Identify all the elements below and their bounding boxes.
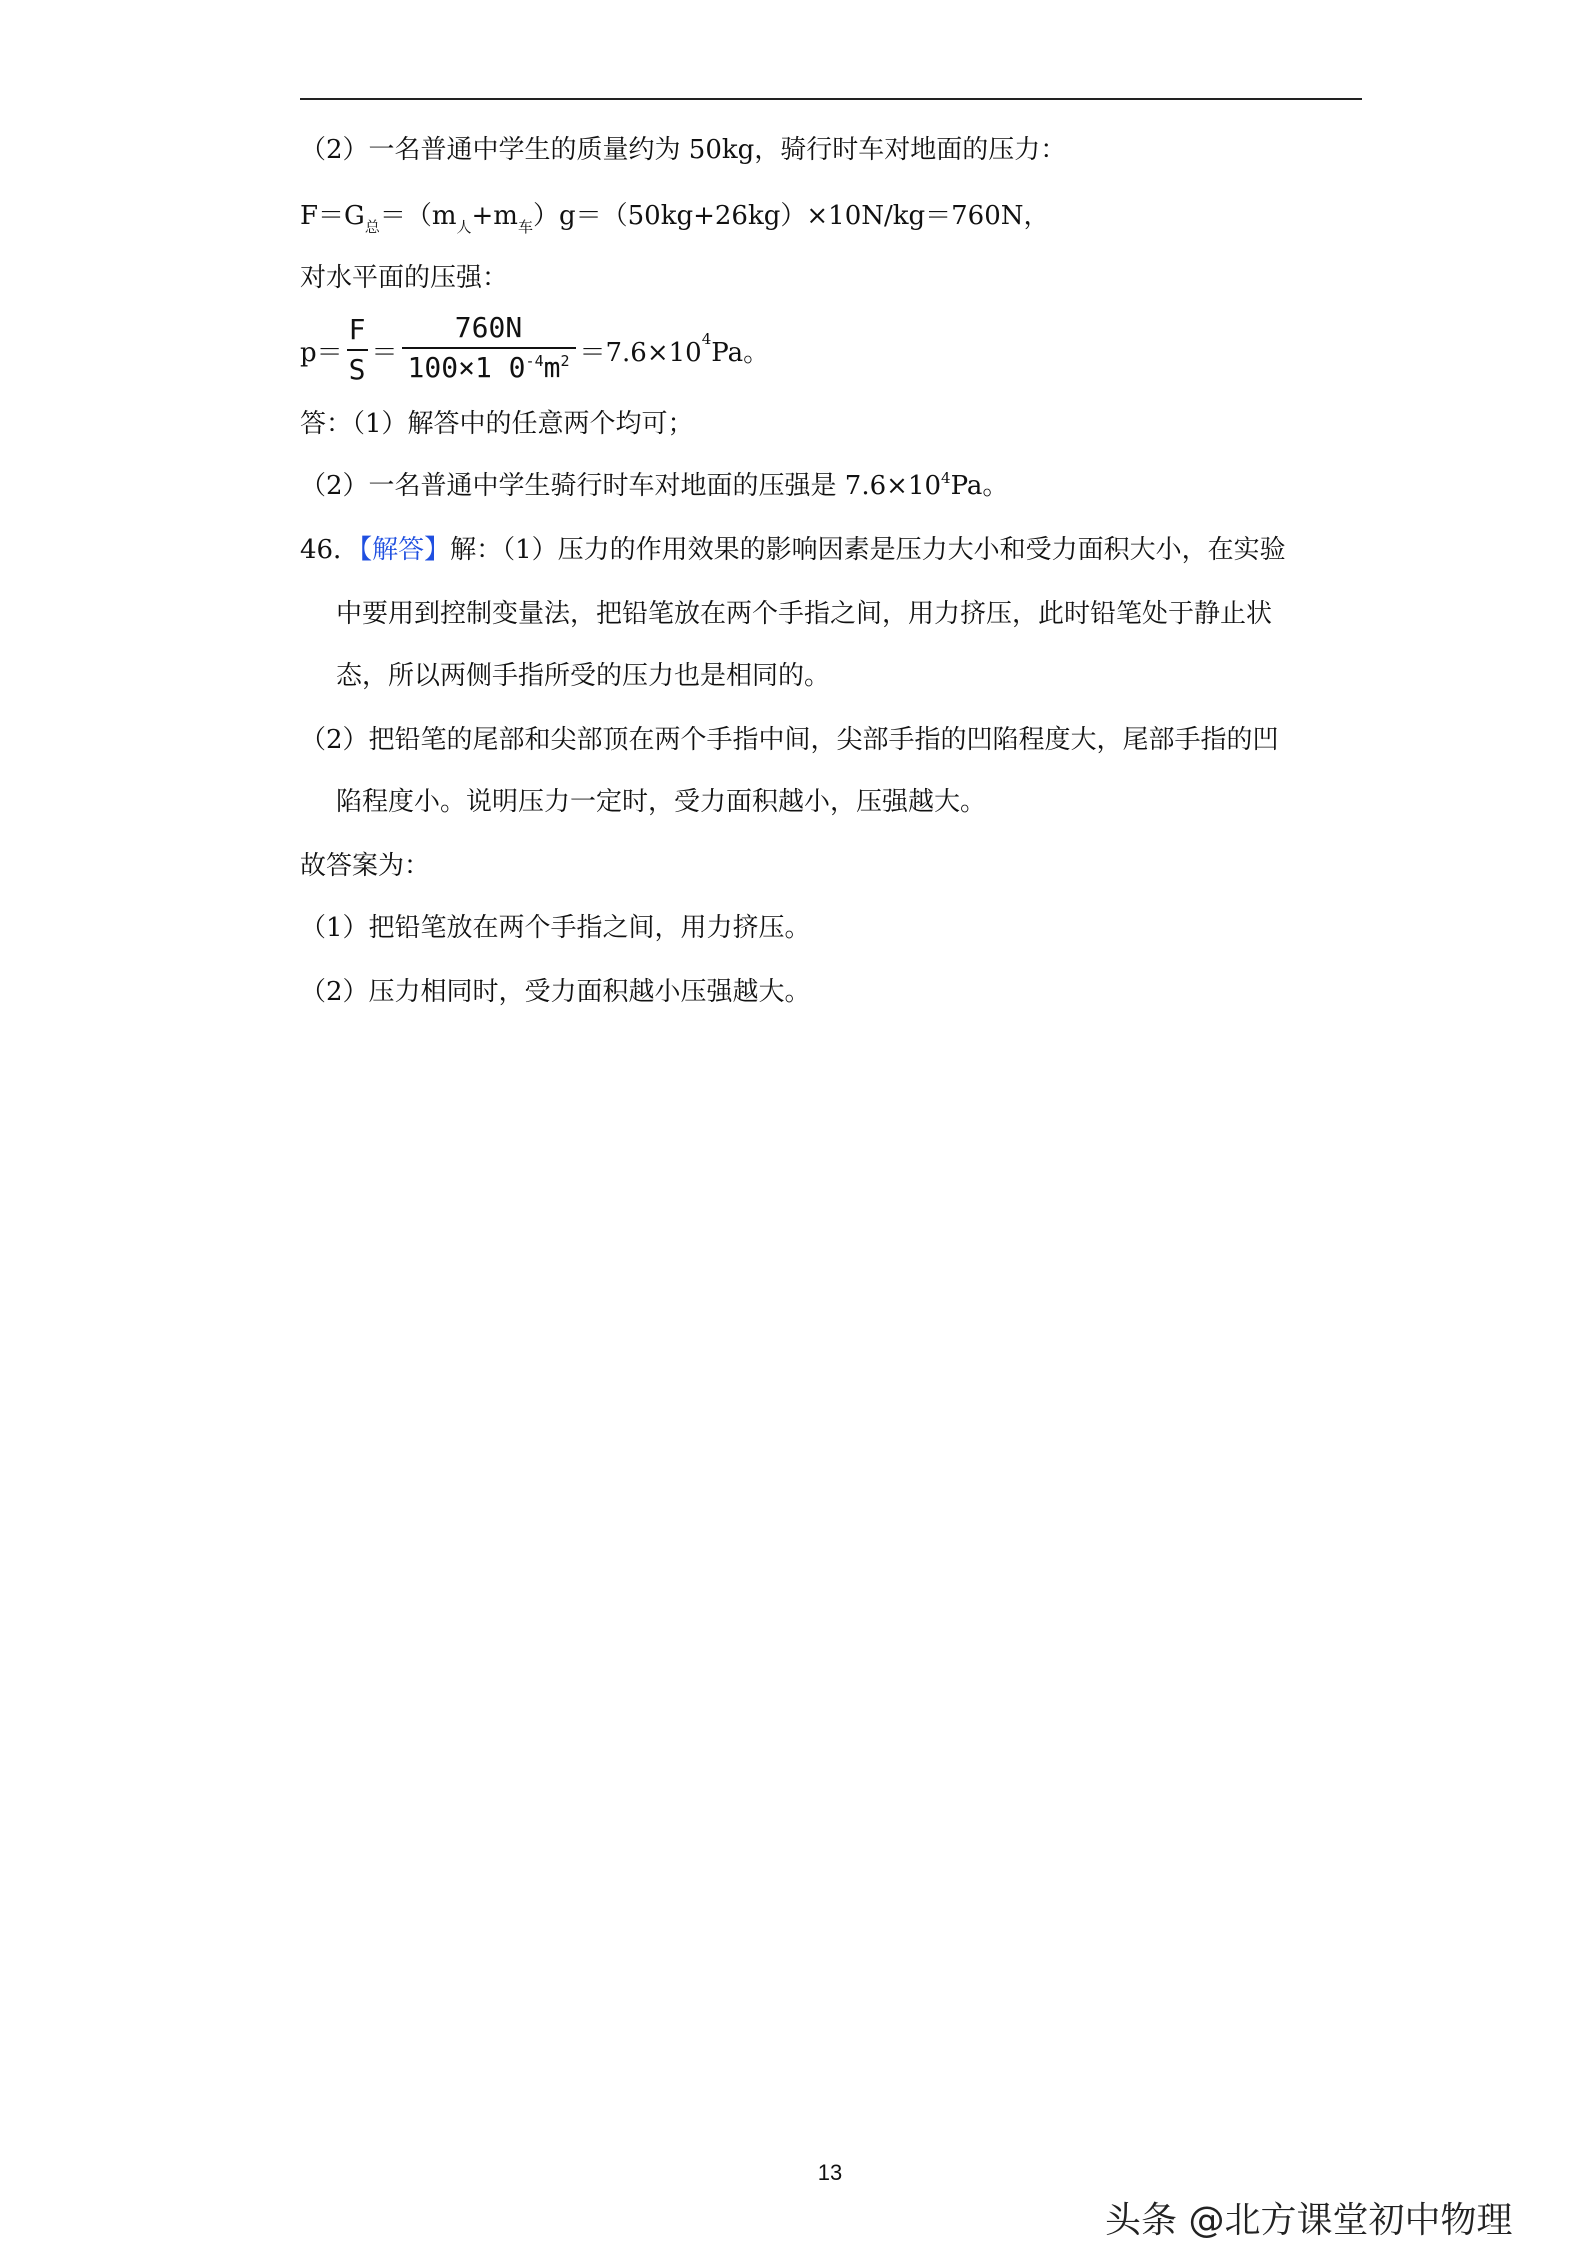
page-number: 13	[817, 2160, 843, 2185]
fraction-numerator: F	[348, 313, 366, 346]
subscript-person: 人	[456, 218, 472, 236]
answer-line: 答：（1）解答中的任意两个均可；	[300, 409, 694, 439]
answer-text: （2）一名普通中学生骑行时车对地面的压强是 7.6×10	[300, 471, 942, 501]
denominator-unit: m	[543, 351, 561, 384]
fraction-f-over-s	[347, 311, 368, 389]
equation-part: ）g＝（50kg+26kg）×10N/kg＝760N，	[532, 201, 1050, 231]
pressure-formula	[300, 305, 769, 395]
conclusion-line: （1）把铅笔放在两个手指之间，用力挤压。	[300, 913, 811, 943]
fraction-values	[402, 309, 576, 391]
equation-part: F＝G	[300, 201, 365, 231]
text-line: （2）把铅笔的尾部和尖部顶在两个手指中间，尖部手指的凹陷程度大，尾部手指的凹	[300, 725, 1279, 755]
conclusion-line: （2）压力相同时，受力面积越小压强越大。	[300, 977, 811, 1007]
header-rule	[300, 98, 1362, 100]
equation-part: +m	[471, 201, 518, 231]
question-number: 46．	[300, 535, 360, 565]
question-46-line	[300, 532, 1286, 568]
fraction-numerator: 760N	[454, 311, 523, 344]
formula-rhs-unit: Pa。	[711, 337, 770, 368]
formula-rhs-exponent: 4	[701, 330, 712, 348]
answer-tag: 【解答】	[359, 535, 451, 565]
formula-lhs: p＝	[300, 337, 343, 368]
answer-exponent: 4	[941, 469, 951, 487]
conclusion-heading: 故答案为：	[300, 851, 431, 881]
denominator-unit-exponent: 2	[560, 352, 570, 370]
text-line: 解：（1）压力的作用效果的影响因素是压力大小和受力面积大小，在实验	[450, 535, 1286, 565]
watermark: 头条 @北方课堂初中物理	[1105, 2200, 1513, 2241]
text-line: 陷程度小。说明压力一定时，受力面积越小，压强越大。	[336, 787, 987, 817]
text-line: 中要用到控制变量法，把铅笔放在两个手指之间，用力挤压，此时铅笔处于静止状	[336, 599, 1273, 629]
denominator-exponent: -4	[525, 352, 544, 370]
formula-equals: ＝	[371, 337, 398, 368]
fraction-denominator: S	[348, 353, 366, 386]
answer-line	[300, 468, 1008, 507]
denominator-base: 100×1 0	[407, 351, 526, 384]
formula-rhs: ＝7.6×10	[579, 337, 702, 368]
text-line: 对水平面的压强：	[300, 263, 509, 293]
answer-unit: Pa。	[950, 471, 1009, 501]
text-line: 态，所以两侧手指所受的压力也是相同的。	[336, 661, 831, 691]
force-equation	[300, 198, 1050, 237]
subscript-bike: 车	[517, 218, 533, 236]
text-line: （2）一名普通中学生的质量约为 50kg，骑行时车对地面的压力：	[300, 135, 1067, 165]
equation-part: ＝（m	[379, 201, 457, 231]
fraction-denominator	[402, 349, 576, 391]
subscript-total: 总	[364, 218, 380, 236]
